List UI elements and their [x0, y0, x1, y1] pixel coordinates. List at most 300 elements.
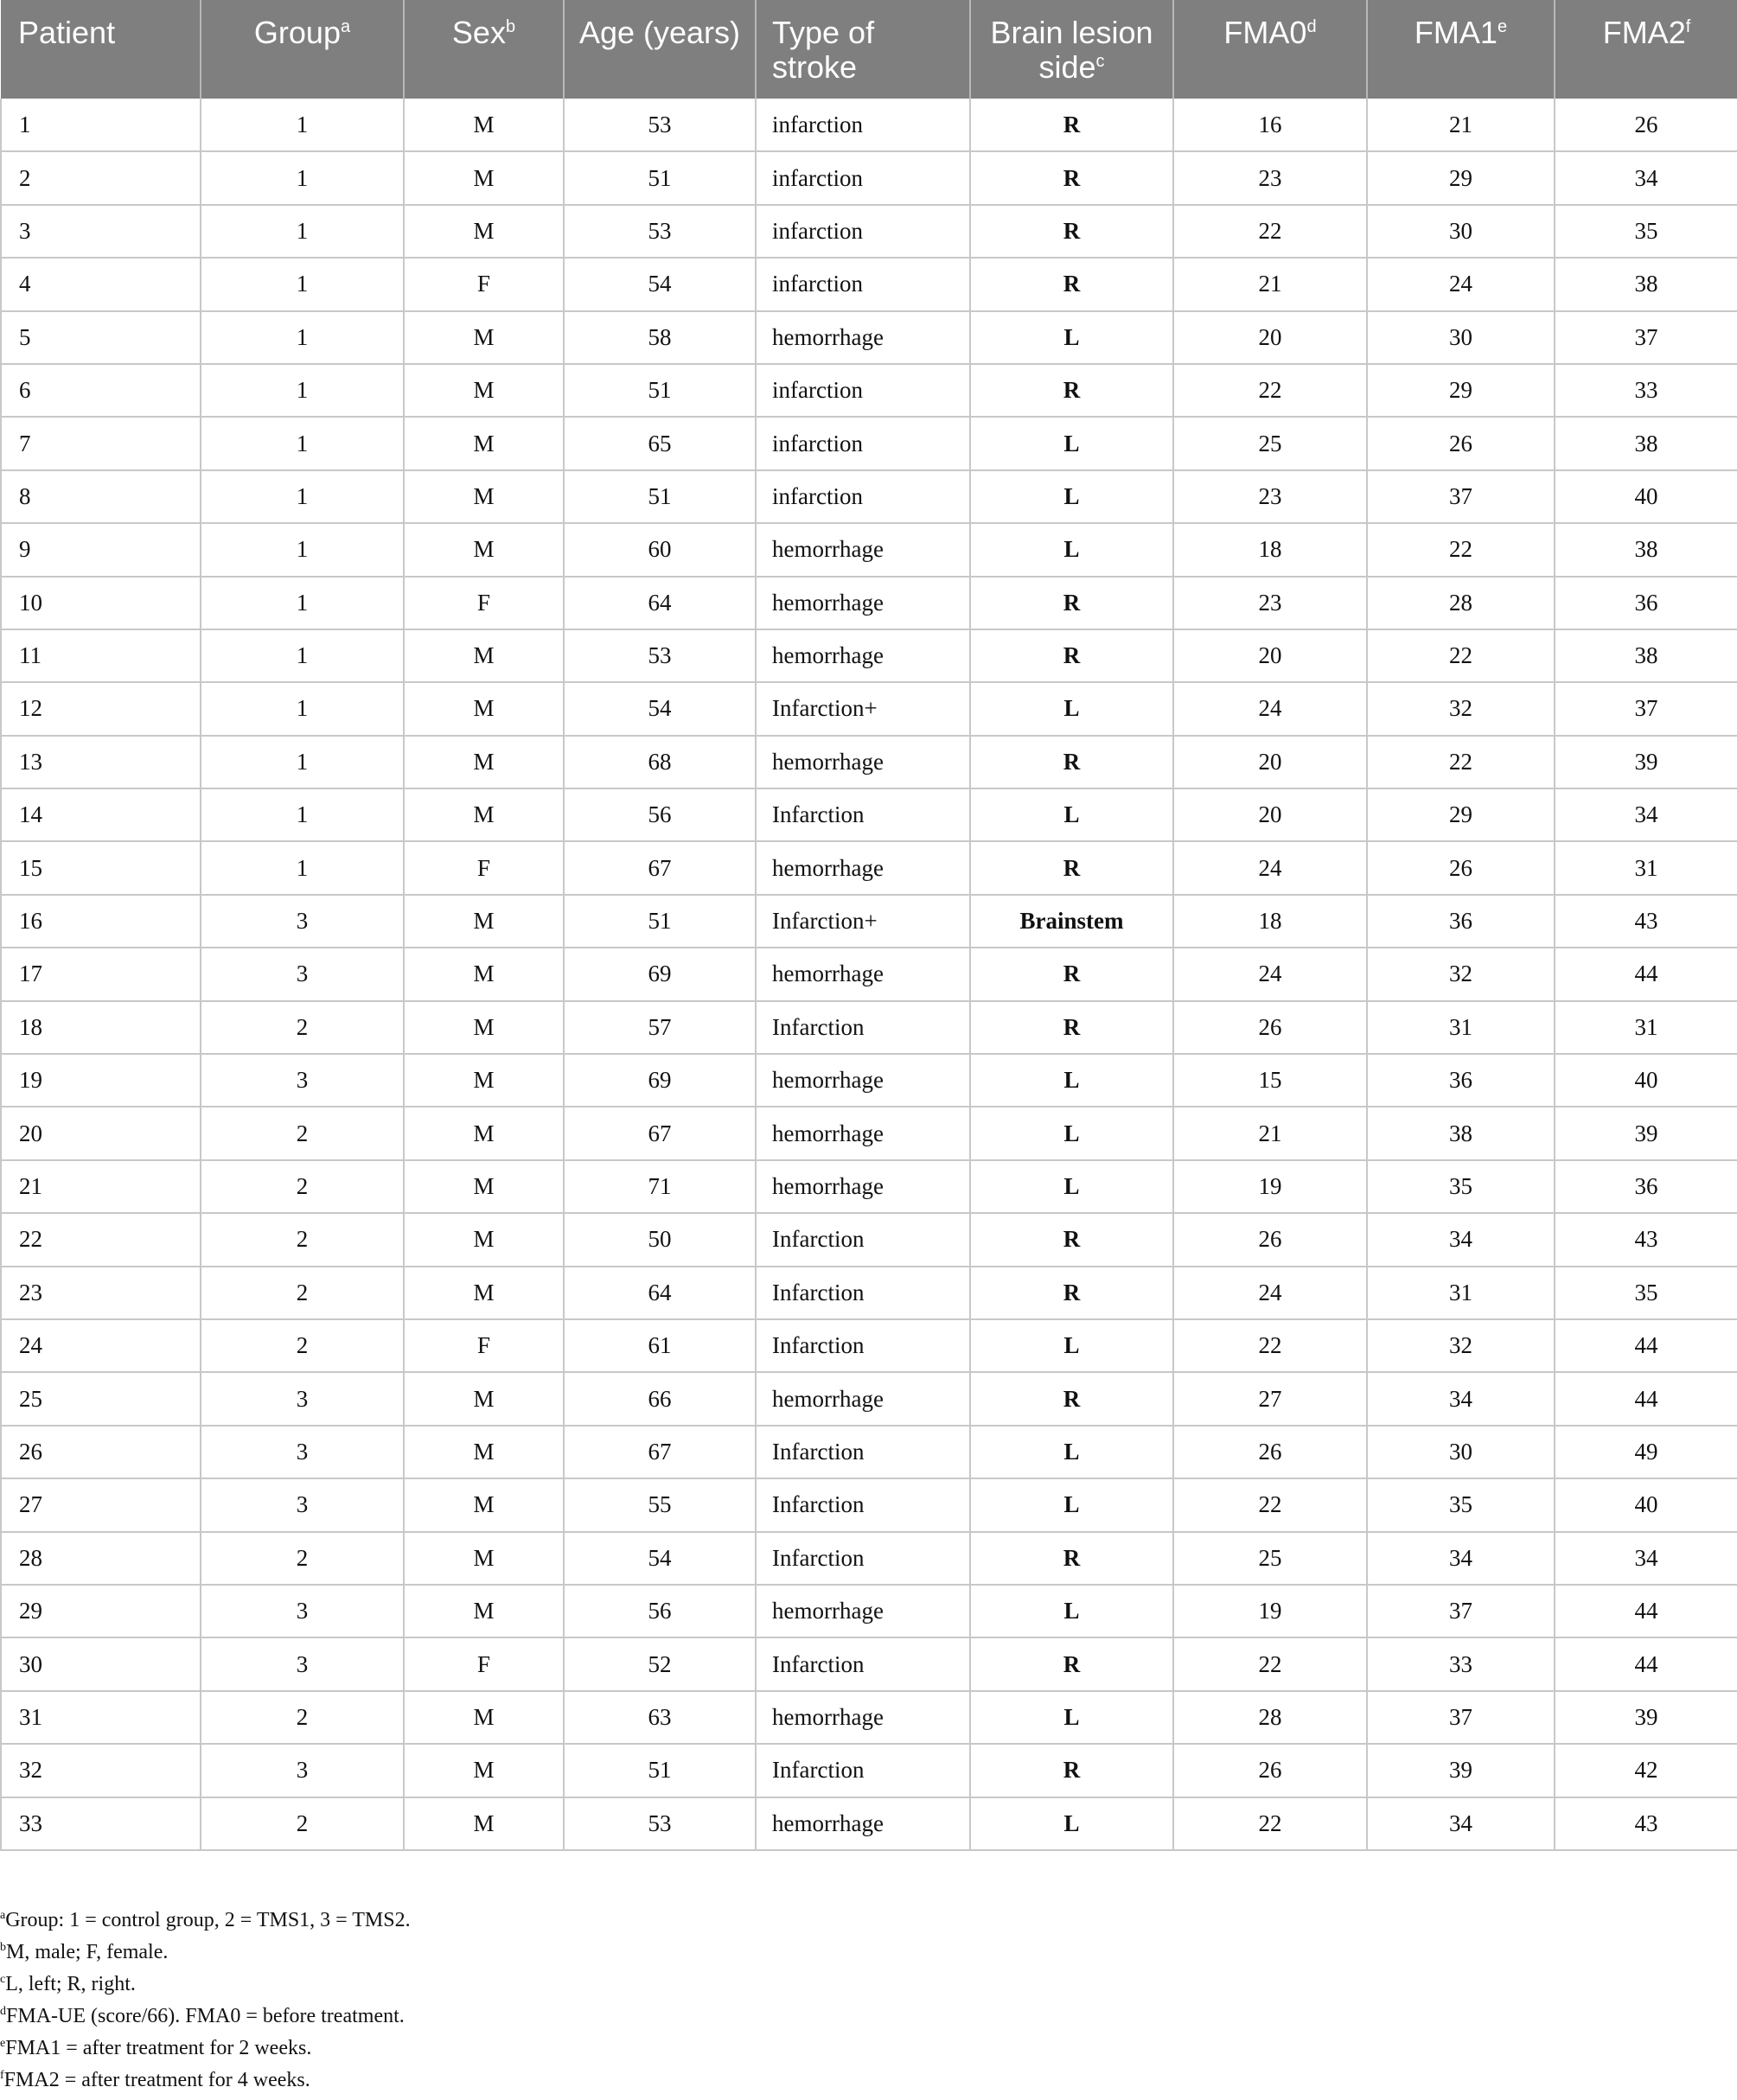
cell-type-of-stroke: Infarction: [756, 1267, 970, 1319]
table-row: [1, 1372, 1737, 1425]
footnote: [0, 2065, 1737, 2097]
cell-age: 51: [564, 470, 756, 523]
table-row: [1, 895, 1737, 948]
cell-type-of-stroke: Infarction: [756, 788, 970, 841]
table-row: [1, 1691, 1737, 1744]
cell-fma2: 39: [1555, 736, 1737, 788]
cell-fma1: 22: [1367, 629, 1555, 682]
cell-group: 1: [201, 577, 404, 629]
cell-fma2: 44: [1555, 1637, 1737, 1690]
cell-age: 65: [564, 417, 756, 469]
cell-age: 64: [564, 1267, 756, 1319]
cell-type-of-stroke: Infarction+: [756, 895, 970, 948]
cell-fma2: 38: [1555, 629, 1737, 682]
cell-age: 56: [564, 788, 756, 841]
cell-fma2: 31: [1555, 1001, 1737, 1054]
cell-fma1: 36: [1367, 895, 1555, 948]
cell-group: 3: [201, 1478, 404, 1531]
cell-patient: 14: [1, 788, 201, 841]
cell-age: 56: [564, 1585, 756, 1637]
cell-fma2: 40: [1555, 1478, 1737, 1531]
cell-sex: M: [404, 895, 564, 948]
table-row: [1, 682, 1737, 735]
cell-fma0: 25: [1173, 1532, 1367, 1585]
cell-sex: M: [404, 1478, 564, 1531]
cell-patient: 26: [1, 1426, 201, 1478]
cell-lesion-side: R: [970, 1001, 1173, 1054]
cell-fma2: 33: [1555, 364, 1737, 417]
cell-type-of-stroke: hemorrhage: [756, 948, 970, 1000]
cell-age: 64: [564, 577, 756, 629]
cell-group: 1: [201, 99, 404, 151]
cell-sex: M: [404, 1107, 564, 1159]
cell-type-of-stroke: Infarction: [756, 1319, 970, 1372]
cell-sex: M: [404, 1372, 564, 1425]
cell-group: 2: [201, 1319, 404, 1372]
cell-sex: M: [404, 629, 564, 682]
cell-group: 2: [201, 1797, 404, 1850]
cell-sex: M: [404, 948, 564, 1000]
cell-fma0: 22: [1173, 1637, 1367, 1690]
cell-fma1: 33: [1367, 1637, 1555, 1690]
cell-lesion-side: R: [970, 205, 1173, 258]
cell-patient: 28: [1, 1532, 201, 1585]
cell-group: 3: [201, 1744, 404, 1797]
table-row: [1, 311, 1737, 364]
cell-fma1: 34: [1367, 1372, 1555, 1425]
cell-group: 1: [201, 311, 404, 364]
cell-age: 58: [564, 311, 756, 364]
cell-fma0: 19: [1173, 1160, 1367, 1213]
cell-lesion-side: R: [970, 99, 1173, 151]
cell-sex: M: [404, 1426, 564, 1478]
table-row: [1, 1585, 1737, 1637]
cell-sex: M: [404, 788, 564, 841]
footnote: [0, 2001, 1737, 2033]
header-group: Group$^a$: [201, 0, 404, 99]
cell-sex: M: [404, 470, 564, 523]
cell-fma2: 37: [1555, 311, 1737, 364]
cell-fma2: 43: [1555, 895, 1737, 948]
cell-type-of-stroke: infarction: [756, 364, 970, 417]
cell-group: 3: [201, 1585, 404, 1637]
cell-type-of-stroke: infarction: [756, 151, 970, 204]
cell-lesion-side: L: [970, 1478, 1173, 1531]
cell-fma0: 18: [1173, 523, 1367, 576]
cell-sex: F: [404, 1637, 564, 1690]
cell-fma1: 26: [1367, 417, 1555, 469]
cell-age: 67: [564, 841, 756, 894]
cell-lesion-side: R: [970, 1637, 1173, 1690]
cell-fma0: 20: [1173, 629, 1367, 682]
cell-fma0: 24: [1173, 841, 1367, 894]
cell-group: 3: [201, 948, 404, 1000]
footnote: [0, 2033, 1737, 2065]
table-row: [1, 841, 1737, 894]
cell-sex: M: [404, 1213, 564, 1266]
table-row: [1, 523, 1737, 576]
cell-fma1: 34: [1367, 1213, 1555, 1266]
cell-age: 51: [564, 151, 756, 204]
cell-group: 1: [201, 205, 404, 258]
cell-group: 3: [201, 895, 404, 948]
cell-fma1: 34: [1367, 1797, 1555, 1850]
cell-group: 2: [201, 1267, 404, 1319]
cell-fma1: 30: [1367, 205, 1555, 258]
cell-fma0: 24: [1173, 948, 1367, 1000]
cell-fma2: 34: [1555, 788, 1737, 841]
cell-fma2: 39: [1555, 1107, 1737, 1159]
cell-fma0: 23: [1173, 577, 1367, 629]
cell-lesion-side: L: [970, 1319, 1173, 1372]
cell-sex: M: [404, 1054, 564, 1107]
header-type-of-stroke: Type of stroke: [756, 0, 970, 99]
cell-fma2: 43: [1555, 1797, 1737, 1850]
cell-fma0: 20: [1173, 311, 1367, 364]
footnote-marker: c: [0, 1973, 6, 1986]
footnote-text: FMA2 = after treatment for 4 weeks.: [3, 2069, 310, 2091]
cell-patient: 24: [1, 1319, 201, 1372]
cell-group: 3: [201, 1054, 404, 1107]
cell-age: 54: [564, 1532, 756, 1585]
cell-group: 1: [201, 629, 404, 682]
cell-age: 51: [564, 1744, 756, 1797]
cell-fma2: 40: [1555, 470, 1737, 523]
cell-type-of-stroke: Infarction+: [756, 682, 970, 735]
cell-group: 3: [201, 1426, 404, 1478]
cell-patient: 11: [1, 629, 201, 682]
cell-patient: 4: [1, 258, 201, 310]
cell-sex: F: [404, 258, 564, 310]
cell-fma1: 24: [1367, 258, 1555, 310]
cell-fma1: 37: [1367, 1691, 1555, 1744]
cell-fma0: 23: [1173, 151, 1367, 204]
cell-age: 51: [564, 895, 756, 948]
table-row: [1, 205, 1737, 258]
cell-fma0: 28: [1173, 1691, 1367, 1744]
cell-sex: M: [404, 1691, 564, 1744]
cell-fma2: 36: [1555, 1160, 1737, 1213]
table-row: [1, 948, 1737, 1000]
cell-fma0: 20: [1173, 736, 1367, 788]
cell-fma0: 18: [1173, 895, 1367, 948]
cell-patient: 27: [1, 1478, 201, 1531]
cell-type-of-stroke: infarction: [756, 258, 970, 310]
cell-lesion-side: R: [970, 151, 1173, 204]
cell-lesion-side: L: [970, 311, 1173, 364]
table-row: [1, 99, 1737, 151]
cell-sex: M: [404, 1744, 564, 1797]
cell-fma2: 26: [1555, 99, 1737, 151]
cell-fma0: 22: [1173, 364, 1367, 417]
cell-type-of-stroke: Infarction: [756, 1001, 970, 1054]
table-row: [1, 1797, 1737, 1850]
cell-fma0: 26: [1173, 1426, 1367, 1478]
cell-lesion-side: R: [970, 1744, 1173, 1797]
cell-fma2: 31: [1555, 841, 1737, 894]
cell-patient: 6: [1, 364, 201, 417]
cell-group: 1: [201, 736, 404, 788]
cell-patient: 32: [1, 1744, 201, 1797]
cell-fma2: 35: [1555, 1267, 1737, 1319]
table-row: [1, 1267, 1737, 1319]
table-row: [1, 1744, 1737, 1797]
cell-fma2: 40: [1555, 1054, 1737, 1107]
cell-age: 53: [564, 99, 756, 151]
cell-sex: F: [404, 1319, 564, 1372]
cell-fma1: 36: [1367, 1054, 1555, 1107]
cell-sex: M: [404, 523, 564, 576]
cell-fma1: 32: [1367, 948, 1555, 1000]
cell-type-of-stroke: Infarction: [756, 1478, 970, 1531]
cell-type-of-stroke: hemorrhage: [756, 1691, 970, 1744]
cell-fma1: 26: [1367, 841, 1555, 894]
cell-lesion-side: R: [970, 629, 1173, 682]
footnote-marker: a: [0, 1909, 6, 1922]
table-body: [1, 99, 1737, 1850]
cell-fma1: 31: [1367, 1267, 1555, 1319]
cell-lesion-side: L: [970, 470, 1173, 523]
cell-fma1: 30: [1367, 311, 1555, 364]
cell-group: 2: [201, 1213, 404, 1266]
table-row: [1, 1107, 1737, 1159]
table-row: [1, 1426, 1737, 1478]
cell-fma0: 26: [1173, 1744, 1367, 1797]
cell-type-of-stroke: hemorrhage: [756, 577, 970, 629]
cell-fma0: 26: [1173, 1213, 1367, 1266]
cell-sex: F: [404, 577, 564, 629]
cell-age: 50: [564, 1213, 756, 1266]
cell-lesion-side: R: [970, 948, 1173, 1000]
cell-fma2: 44: [1555, 1585, 1737, 1637]
cell-type-of-stroke: hemorrhage: [756, 1372, 970, 1425]
cell-lesion-side: L: [970, 682, 1173, 735]
table-row: [1, 788, 1737, 841]
table-row: [1, 258, 1737, 310]
cell-group: 1: [201, 470, 404, 523]
header-fma2: FMA2$^f$: [1555, 0, 1737, 99]
cell-group: 3: [201, 1372, 404, 1425]
cell-lesion-side: R: [970, 1532, 1173, 1585]
footnote-marker: f: [0, 2069, 4, 2082]
cell-group: 1: [201, 417, 404, 469]
cell-fma0: 21: [1173, 258, 1367, 310]
footnote-marker: e: [0, 2037, 6, 2050]
cell-lesion-side: R: [970, 577, 1173, 629]
cell-group: 1: [201, 151, 404, 204]
table-row: [1, 1478, 1737, 1531]
footnote-text: FMA-UE (score/66). FMA0 = before treatment.: [6, 2005, 405, 2027]
cell-age: 60: [564, 523, 756, 576]
cell-group: 1: [201, 258, 404, 310]
cell-group: 2: [201, 1160, 404, 1213]
cell-fma2: 43: [1555, 1213, 1737, 1266]
cell-age: 55: [564, 1478, 756, 1531]
cell-lesion-side: L: [970, 1160, 1173, 1213]
cell-sex: M: [404, 151, 564, 204]
cell-lesion-side: L: [970, 1107, 1173, 1159]
cell-age: 66: [564, 1372, 756, 1425]
cell-fma0: 27: [1173, 1372, 1367, 1425]
cell-sex: M: [404, 205, 564, 258]
cell-fma2: 44: [1555, 1319, 1737, 1372]
cell-patient: 22: [1, 1213, 201, 1266]
cell-group: 2: [201, 1691, 404, 1744]
cell-lesion-side: L: [970, 417, 1173, 469]
cell-lesion-side: L: [970, 1797, 1173, 1850]
cell-sex: M: [404, 736, 564, 788]
cell-fma1: 37: [1367, 1585, 1555, 1637]
cell-sex: M: [404, 1001, 564, 1054]
cell-patient: 7: [1, 417, 201, 469]
cell-sex: M: [404, 1267, 564, 1319]
cell-fma2: 38: [1555, 258, 1737, 310]
cell-patient: 13: [1, 736, 201, 788]
table-row: [1, 1213, 1737, 1266]
cell-group: 1: [201, 523, 404, 576]
cell-type-of-stroke: infarction: [756, 470, 970, 523]
cell-patient: 30: [1, 1637, 201, 1690]
cell-patient: 1: [1, 99, 201, 151]
table-row: [1, 364, 1737, 417]
cell-fma1: 37: [1367, 470, 1555, 523]
cell-sex: M: [404, 1585, 564, 1637]
cell-age: 53: [564, 205, 756, 258]
cell-group: 1: [201, 788, 404, 841]
cell-patient: 19: [1, 1054, 201, 1107]
cell-group: 1: [201, 364, 404, 417]
cell-patient: 23: [1, 1267, 201, 1319]
cell-fma0: 19: [1173, 1585, 1367, 1637]
cell-fma0: 24: [1173, 682, 1367, 735]
cell-age: 69: [564, 948, 756, 1000]
cell-sex: M: [404, 417, 564, 469]
cell-sex: M: [404, 1532, 564, 1585]
footnotes: [0, 1905, 1737, 2097]
cell-age: 51: [564, 364, 756, 417]
cell-patient: 17: [1, 948, 201, 1000]
cell-fma0: 22: [1173, 205, 1367, 258]
cell-patient: 12: [1, 682, 201, 735]
cell-fma2: 34: [1555, 151, 1737, 204]
cell-type-of-stroke: Infarction: [756, 1532, 970, 1585]
footnote-text: Group: 1 = control group, 2 = TMS1, 3 = TMS2.: [5, 1909, 411, 1931]
header-row: [1, 0, 1737, 99]
cell-fma0: 15: [1173, 1054, 1367, 1107]
cell-fma1: 38: [1367, 1107, 1555, 1159]
cell-group: 1: [201, 841, 404, 894]
cell-patient: 9: [1, 523, 201, 576]
cell-type-of-stroke: infarction: [756, 99, 970, 151]
cell-type-of-stroke: hemorrhage: [756, 629, 970, 682]
header-fma0: FMA0$^d$: [1173, 0, 1367, 99]
cell-lesion-side: L: [970, 788, 1173, 841]
footnote-text: M, male; F, female.: [6, 1941, 169, 1963]
cell-type-of-stroke: hemorrhage: [756, 841, 970, 894]
cell-sex: M: [404, 682, 564, 735]
cell-lesion-side: R: [970, 736, 1173, 788]
cell-fma2: 49: [1555, 1426, 1737, 1478]
cell-age: 54: [564, 258, 756, 310]
cell-sex: M: [404, 364, 564, 417]
cell-age: 53: [564, 1797, 756, 1850]
cell-lesion-side: L: [970, 1691, 1173, 1744]
cell-fma1: 31: [1367, 1001, 1555, 1054]
table-row: [1, 736, 1737, 788]
cell-fma1: 35: [1367, 1160, 1555, 1213]
cell-type-of-stroke: hemorrhage: [756, 1160, 970, 1213]
cell-fma0: 25: [1173, 417, 1367, 469]
footnote-text: L, left; R, right.: [5, 1973, 136, 1995]
cell-lesion-side: R: [970, 1372, 1173, 1425]
cell-group: 2: [201, 1001, 404, 1054]
cell-fma2: 44: [1555, 1372, 1737, 1425]
cell-fma0: 22: [1173, 1478, 1367, 1531]
cell-fma1: 28: [1367, 577, 1555, 629]
cell-lesion-side: L: [970, 1585, 1173, 1637]
header-age: Age (years): [564, 0, 756, 99]
cell-fma1: 34: [1367, 1532, 1555, 1585]
cell-patient: 29: [1, 1585, 201, 1637]
cell-patient: 31: [1, 1691, 201, 1744]
cell-fma1: 39: [1367, 1744, 1555, 1797]
cell-fma2: 38: [1555, 523, 1737, 576]
cell-group: 1: [201, 682, 404, 735]
table-row: [1, 1160, 1737, 1213]
cell-patient: 3: [1, 205, 201, 258]
cell-type-of-stroke: hemorrhage: [756, 1107, 970, 1159]
header-fma1: FMA1e: [1367, 0, 1555, 99]
cell-patient: 16: [1, 895, 201, 948]
cell-type-of-stroke: hemorrhage: [756, 1585, 970, 1637]
table-row: [1, 1319, 1737, 1372]
cell-fma1: 29: [1367, 364, 1555, 417]
cell-group: 2: [201, 1107, 404, 1159]
cell-age: 57: [564, 1001, 756, 1054]
cell-group: 3: [201, 1637, 404, 1690]
cell-lesion-side: Brainstem: [970, 895, 1173, 948]
cell-fma1: 32: [1367, 682, 1555, 735]
cell-sex: M: [404, 1160, 564, 1213]
cell-age: 67: [564, 1426, 756, 1478]
cell-fma2: 39: [1555, 1691, 1737, 1744]
table-row: [1, 1001, 1737, 1054]
cell-patient: 10: [1, 577, 201, 629]
cell-age: 53: [564, 629, 756, 682]
cell-fma1: 35: [1367, 1478, 1555, 1531]
cell-type-of-stroke: hemorrhage: [756, 1054, 970, 1107]
cell-fma1: 29: [1367, 151, 1555, 204]
table-row: [1, 577, 1737, 629]
cell-lesion-side: L: [970, 523, 1173, 576]
cell-type-of-stroke: Infarction: [756, 1426, 970, 1478]
cell-fma1: 32: [1367, 1319, 1555, 1372]
cell-age: 68: [564, 736, 756, 788]
cell-type-of-stroke: infarction: [756, 417, 970, 469]
table-row: [1, 1637, 1737, 1690]
cell-fma0: 22: [1173, 1797, 1367, 1850]
table-row: [1, 470, 1737, 523]
footnote: [0, 1937, 1737, 1969]
table-row: [1, 151, 1737, 204]
footnote: [0, 1905, 1737, 1937]
header-brain-lesion-side: Brain lesion side$^c$: [970, 0, 1173, 99]
cell-type-of-stroke: hemorrhage: [756, 1797, 970, 1850]
cell-sex: M: [404, 1797, 564, 1850]
cell-sex: M: [404, 311, 564, 364]
cell-fma2: 37: [1555, 682, 1737, 735]
cell-fma2: 36: [1555, 577, 1737, 629]
